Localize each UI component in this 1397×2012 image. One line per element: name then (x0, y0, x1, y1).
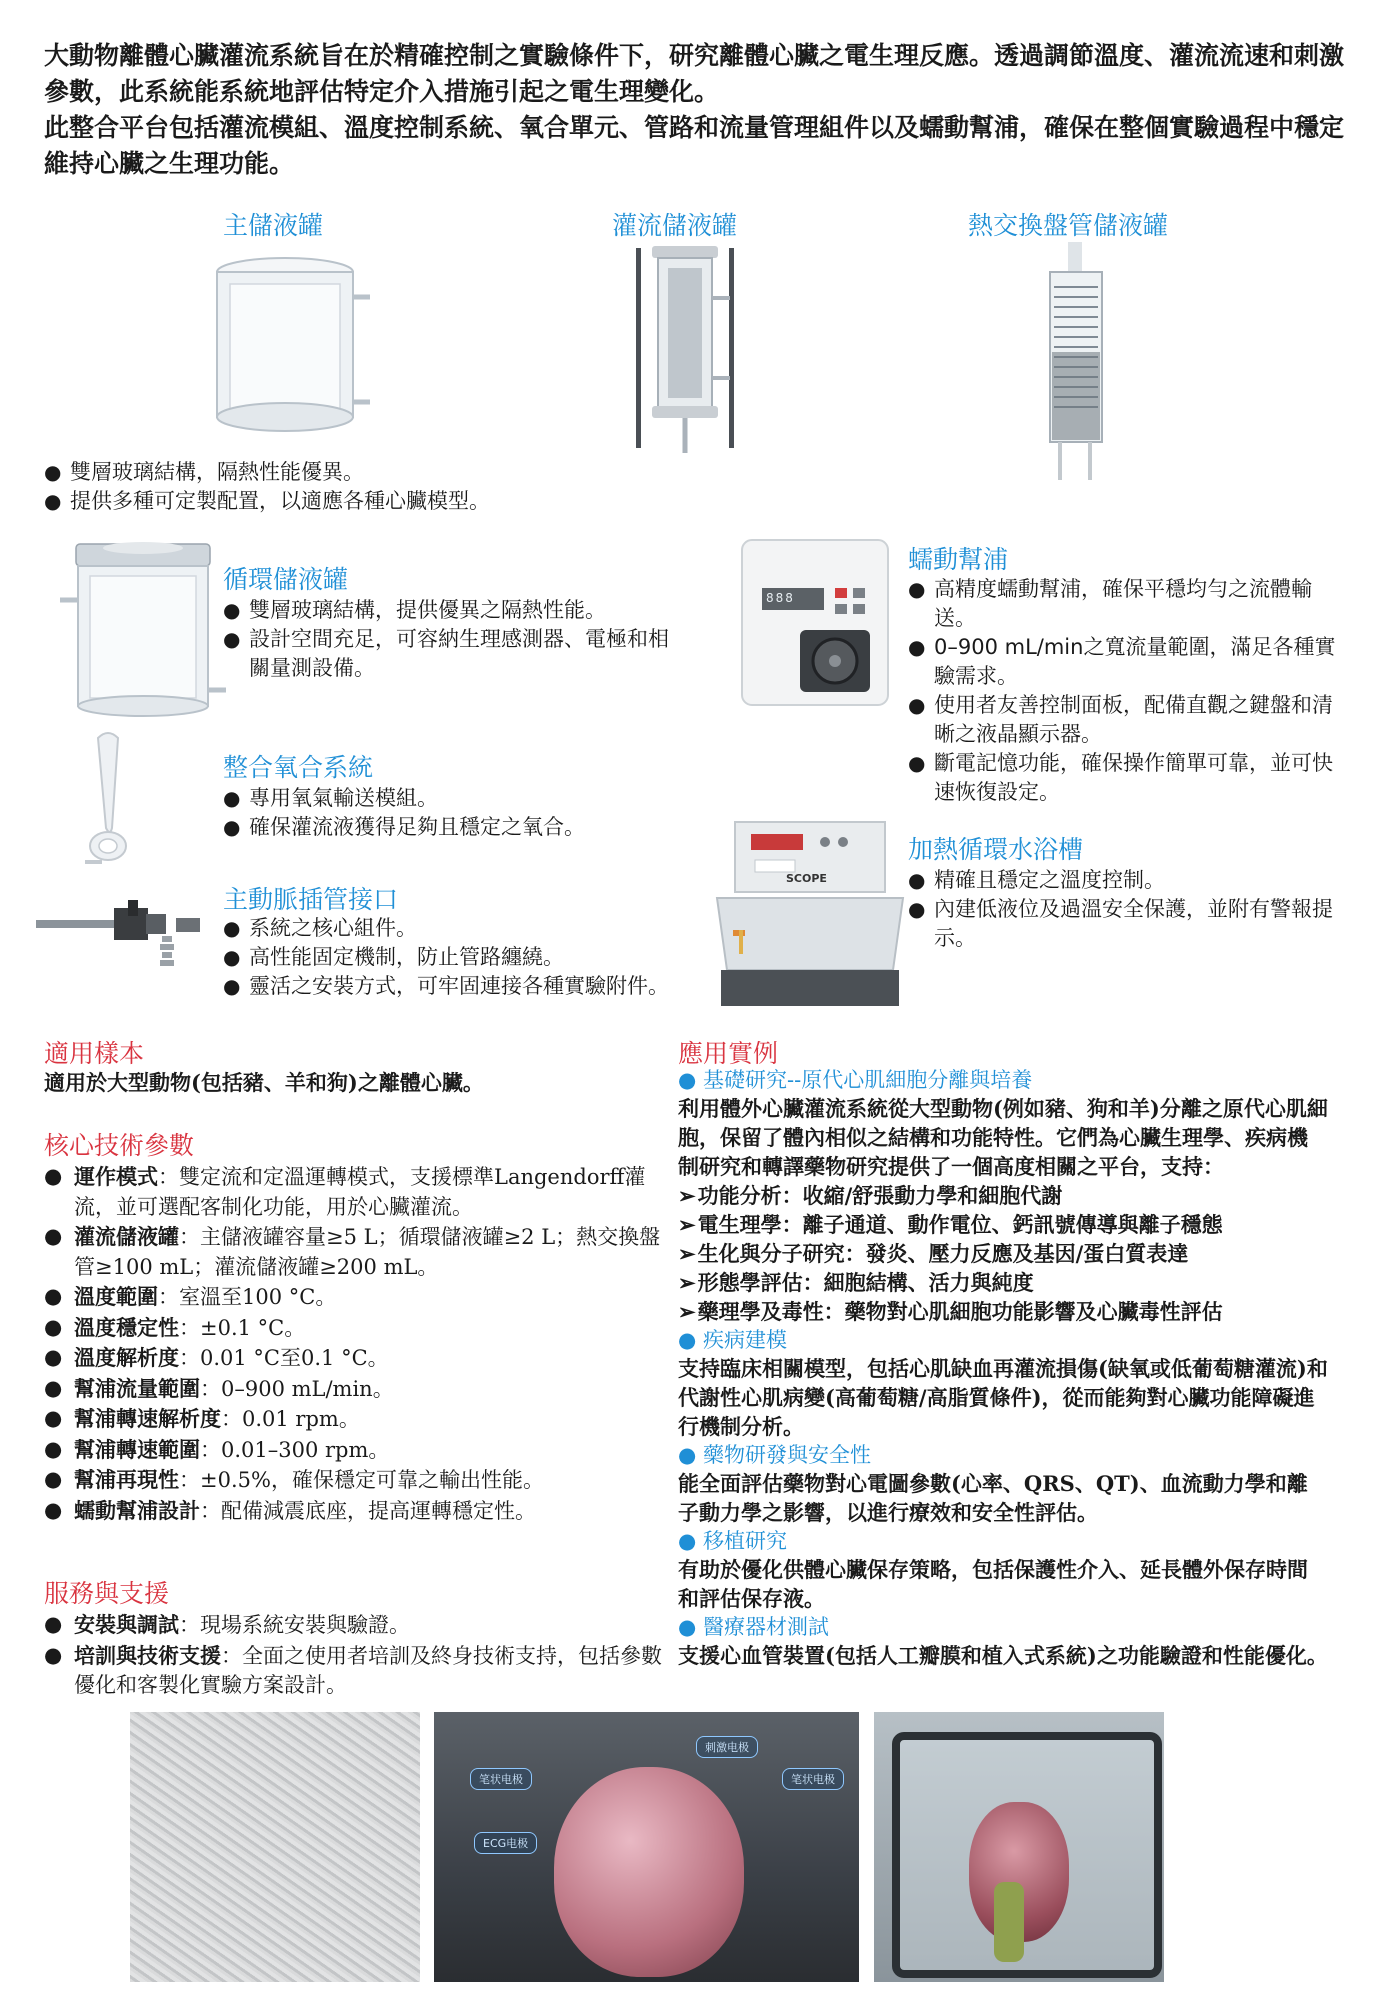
samples-text: 適用於大型動物(包括豬、羊和狗)之離體心臟。 (44, 1070, 484, 1095)
intro (44, 38, 1344, 182)
param-item (44, 1313, 662, 1344)
param-value: ：主儲液罐容量≥5 L；循環儲液罐≥2 L；熱交換盤管≥100 mL；灌流儲液罐≥200 mL。 (74, 1225, 661, 1279)
intro-paragraph-1: 大動物離體心臟灌流系統旨在於精確控制之實驗條件下，研究離體心臟之電生理反應。透過調節溫度、灌流流速和刺激參數，此系統能系統地評估特定介入措施引起之電生理變化。 (44, 41, 1345, 106)
electrode-tag: ECG电极 (474, 1832, 537, 1854)
caption-coil-reservoir: 熱交換盤管儲液罐 (968, 211, 1169, 240)
app-device-text: 支援心血管裝置(包括人工瓣膜和植入式系統)之功能驗證和性能優化。 (678, 1643, 1328, 1668)
peristaltic-pump-image (740, 538, 900, 708)
param-value: ：雙定流和定溫運轉模式，支援標準Langendorff灌流，並可選配客制化功能，用於心臟灌流。 (74, 1165, 646, 1219)
param-item (44, 1343, 662, 1374)
electrode-tag: 刺激电极 (696, 1736, 758, 1758)
top-bullets (44, 458, 644, 516)
heart-electrode-photo (434, 1712, 859, 1982)
heart-image (554, 1767, 744, 1977)
main-reservoir-image (200, 242, 370, 437)
pump-bullet: ● 使用者友善控制面板，配備直觀之鍵盤和清晰之液晶顯示器。 (908, 691, 1338, 749)
caption-perfusion-reservoir: 灌流儲液罐 (612, 211, 738, 240)
param-key: 溫度穩定性 (74, 1314, 179, 1340)
cardiomyocyte-photo (130, 1712, 420, 1982)
app-device-heading: ● 醫療器材測試 (678, 1613, 1328, 1641)
app-basic-item: ➢ 電生理學：離子通道、動作電位、鈣訊號傳導與離子穩態 (678, 1210, 1328, 1239)
bath-bullet: ● 精確且穩定之溫度控制。 (908, 866, 1338, 895)
app-transplant-heading: ● 移植研究 (678, 1527, 1328, 1555)
app-basic-item: ➢ 生化與分子研究：發炎、壓力反應及基因/蛋白質表達 (678, 1239, 1328, 1268)
bath-bullets (908, 866, 1338, 953)
service-key: 培訓與技術支援 (74, 1642, 221, 1668)
cannula-bullets (223, 914, 683, 1001)
electrode-tag: 笔状电极 (782, 1768, 844, 1790)
app-basic-item: ➢ 形態學評估：細胞結構、活力與純度 (678, 1268, 1328, 1297)
app-drug-heading: ● 藥物研發與安全性 (678, 1441, 1328, 1469)
oxygenation-bullet: ● 專用氧氣輸送模組。 (223, 784, 673, 813)
circulating-title: 循環儲液罐 (223, 565, 349, 594)
cannula-title: 主動脈插管接口 (223, 885, 399, 914)
param-item (44, 1496, 662, 1527)
app-drug-text: 能全面評估藥物對心電圖參數(心率、QRS、QT)、血流動力學和離子動力學之影響，以進行療效和安全性評估。 (678, 1471, 1308, 1525)
param-key: 蠕動幫浦設計 (74, 1497, 200, 1523)
param-item (44, 1435, 662, 1466)
caption-main-reservoir: 主儲液罐 (223, 211, 324, 240)
pump-title: 蠕動幫浦 (908, 545, 1009, 574)
cannula-bullet: ● 系統之核心組件。 (223, 914, 683, 943)
param-item (44, 1282, 662, 1313)
param-value: ：0–900 mL/min。 (200, 1376, 394, 1401)
pump-bullets (908, 575, 1338, 807)
param-item (44, 1162, 662, 1222)
service-title: 服務與支援 (44, 1579, 170, 1608)
service-item (44, 1641, 668, 1701)
top-bullet: ● 提供多種可定製配置，以適應各種心臟模型。 (44, 487, 644, 516)
circulating-reservoir-image (58, 540, 228, 720)
bath-title: 加熱循環水浴槽 (908, 835, 1084, 864)
param-key: 幫浦再現性 (74, 1467, 179, 1492)
perfusion-reservoir-image (630, 238, 740, 458)
service-value: ：現場系統安裝與驗證。 (179, 1613, 410, 1637)
param-key: 幫浦流量範圍 (74, 1375, 200, 1401)
app-basic-item: ➢ 藥理學及毒性：藥物對心肌細胞功能影響及心臟毒性評估 (678, 1297, 1328, 1326)
app-disease-text: 支持臨床相關模型，包括心肌缺血再灌流損傷(缺氧或低葡萄糖灌流)和代謝性心肌病變(高葡萄糖/高脂質條件)，從而能夠對心臟功能障礙進行機制分析。 (678, 1356, 1328, 1439)
service-value: ：全面之使用者培訓及終身技術支持，包括參數優化和客製化實驗方案設計。 (74, 1643, 662, 1697)
param-key: 灌流儲液罐 (74, 1224, 179, 1249)
service-list (44, 1610, 668, 1701)
bath-brand: SCOPE (786, 872, 827, 885)
param-value: ：0.01 rpm。 (221, 1407, 360, 1431)
params-list (44, 1162, 662, 1526)
param-key: 溫度範圍 (74, 1284, 158, 1309)
pump-bullet: ● 0–900 mL/min之寬流量範圍，滿足各種實驗需求。 (908, 633, 1338, 691)
oxygenation-title: 整合氧合系統 (223, 753, 374, 782)
param-item (44, 1222, 662, 1282)
param-value: ：0.01 °C至0.1 °C。 (179, 1346, 389, 1370)
param-value: ：±0.1 °C。 (179, 1315, 306, 1340)
param-value: ：±0.5%，確保穩定可靠之輸出性能。 (179, 1468, 544, 1492)
param-item (44, 1374, 662, 1405)
param-item (44, 1404, 662, 1435)
app-transplant-text: 有助於優化供體心臟保存策略，包括保護性介入、延長體外保存時間和評估保存液。 (678, 1557, 1308, 1611)
cannula-image (36, 892, 206, 977)
apps-title: 應用實例 (678, 1039, 779, 1068)
oxygenation-bullets (223, 784, 673, 842)
oxygenation-bullet: ● 確保灌流液獲得足夠且穩定之氧合。 (223, 813, 673, 842)
circulating-bullet: ● 設計空間充足，可容納生理感測器、電極和相關量測設備。 (223, 625, 673, 683)
param-key: 幫浦轉速範圍 (74, 1436, 200, 1462)
top-bullet: ● 雙層玻璃結構，隔熱性能優異。 (44, 458, 644, 487)
app-basic-list (678, 1181, 1328, 1326)
app-basic-item: ➢ 功能分析：收縮/舒張動力學和細胞代謝 (678, 1181, 1328, 1210)
apps-section (678, 1066, 1328, 1670)
circulating-bullet: ● 雙層玻璃結構，提供優異之隔熱性能。 (223, 596, 673, 625)
intro-paragraph-2: 此整合平台包括灌流模組、溫度控制系統、氧合單元、管路和流量管理組件以及蠕動幫浦，確保在整個實驗過程中穩定維持心臟之生理功能。 (44, 113, 1345, 178)
param-key: 幫浦轉速解析度 (74, 1406, 221, 1431)
param-key: 運作模式 (74, 1164, 158, 1189)
coil-reservoir-image (1040, 242, 1120, 482)
circulating-bullets (223, 596, 673, 683)
app-disease-heading: ● 疾病建模 (678, 1326, 1328, 1354)
samples-title: 適用樣本 (44, 1039, 145, 1068)
pump-display: 888 (766, 591, 795, 605)
bath-bullet: ● 內建低液位及過溫安全保護，並附有警報提示。 (908, 895, 1338, 953)
pump-bullet: ● 高精度蠕動幫浦，確保平穩均勻之流體輸送。 (908, 575, 1338, 633)
cannula-bullet: ● 靈活之安裝方式，可牢固連接各種實驗附件。 (223, 972, 683, 1001)
heart-chamber-photo (874, 1712, 1164, 1982)
param-value: ：室溫至100 °C。 (158, 1285, 337, 1309)
app-basic-text: 利用體外心臟灌流系統從大型動物(例如豬、狗和羊)分離之原代心肌細胞，保留了體內相似之結構和功能特性。它們為心臟生理學、疾病機制研究和轉譯藥物研究提供了一個高度相關之平台，支持： (678, 1096, 1328, 1179)
pump-bullet: ● 斷電記憶功能，確保操作簡單可靠，並可快速恢復設定。 (908, 749, 1338, 807)
oxygenator-image (80, 728, 140, 878)
water-bath-image (715, 820, 905, 1010)
params-title: 核心技術參數 (44, 1131, 195, 1160)
cannula-bullet: ● 高性能固定機制，防止管路纏繞。 (223, 943, 683, 972)
param-value: ：0.01–300 rpm。 (200, 1437, 390, 1462)
param-item (44, 1465, 662, 1496)
service-item (44, 1610, 668, 1641)
electrode-tag: 笔状电极 (470, 1768, 532, 1790)
app-basic-heading: ● 基礎研究--原代心肌細胞分離與培養 (678, 1066, 1328, 1094)
param-value: ：配備減震底座，提高運轉穩定性。 (200, 1498, 536, 1523)
param-key: 溫度解析度 (74, 1345, 179, 1370)
service-key: 安裝與調試 (74, 1612, 179, 1637)
